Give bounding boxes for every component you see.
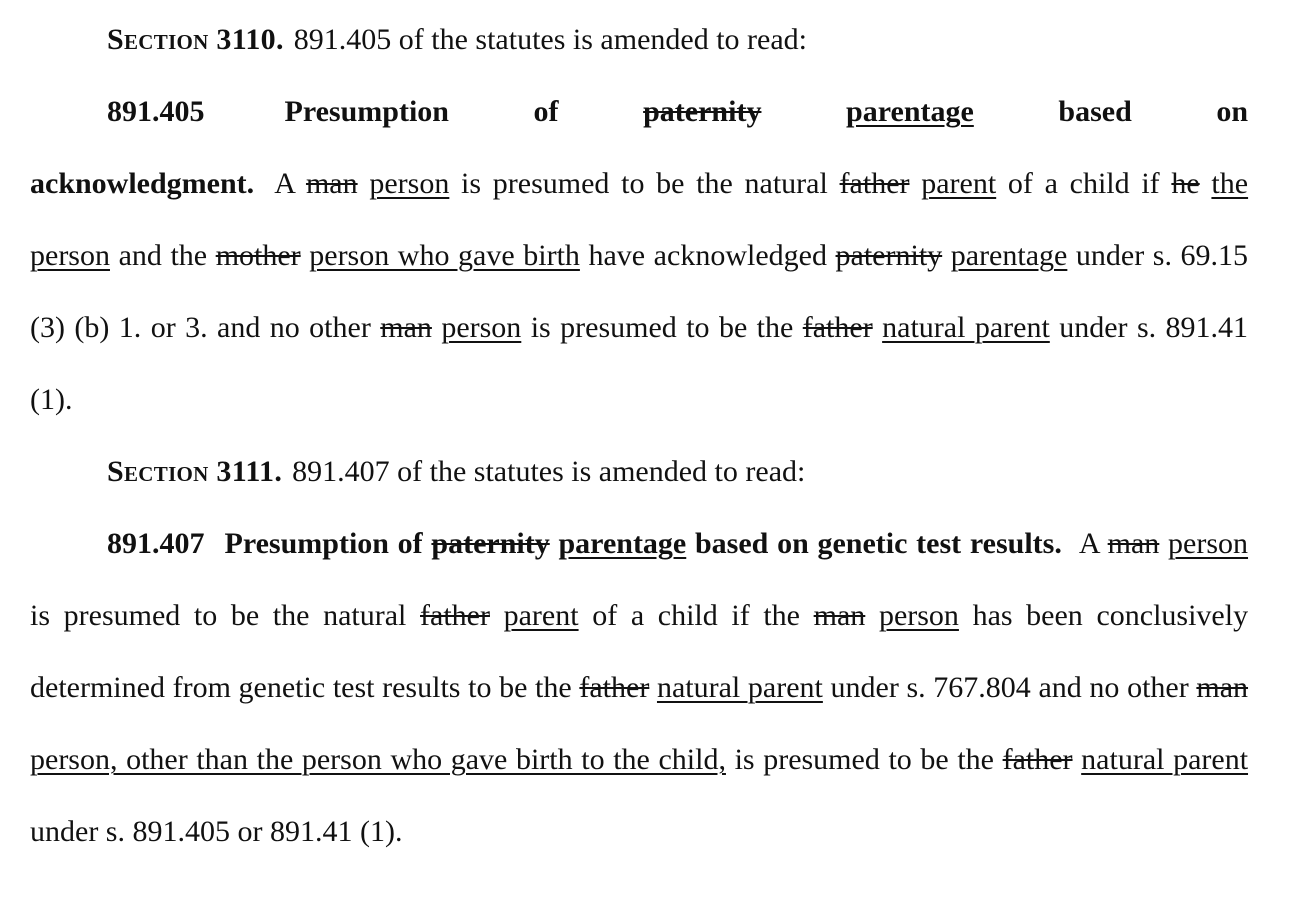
inserted-text: person xyxy=(369,167,450,200)
body-text: of a child if xyxy=(1007,167,1160,200)
section-891-407-text xyxy=(30,508,1248,868)
deleted-text: man xyxy=(1196,671,1249,704)
inserted-text: person who gave birth xyxy=(309,239,580,272)
body-text: under s. 767.804 and no other xyxy=(830,671,1189,704)
deleted-text: paternity xyxy=(643,95,762,128)
title-text: Presumption of xyxy=(224,527,423,560)
statute-number-891-407: 891.407 xyxy=(107,527,205,560)
deleted-text: father xyxy=(839,167,910,200)
deleted-text: paternity xyxy=(835,239,943,272)
title-text: based on acknowledgment. xyxy=(30,95,1249,200)
body-text: is presumed to be the natural xyxy=(461,167,828,200)
section-3111-heading xyxy=(30,436,1248,508)
statute-number-891-405: 891.405 xyxy=(107,95,205,128)
deleted-text: father xyxy=(420,599,490,632)
body-text: under s. 891.41 (1). xyxy=(30,311,1249,416)
inserted-text: person, other than the person who gave birth to the child, xyxy=(30,743,726,776)
deleted-text: father xyxy=(1002,743,1073,776)
inserted-text: parentage xyxy=(558,527,687,560)
inserted-text: parentage xyxy=(846,95,974,128)
section-3110-heading xyxy=(30,4,1248,76)
section-3110-intro: 891.405 of the statutes is amended to read: xyxy=(293,23,807,56)
section-3111-intro: 891.407 of the statutes is amended to read: xyxy=(292,455,806,488)
deleted-text: man xyxy=(813,599,866,632)
deleted-text: man xyxy=(380,311,432,344)
deleted-text: man xyxy=(1107,527,1160,560)
inserted-text: natural parent xyxy=(1081,743,1249,776)
inserted-text: the person xyxy=(30,167,1249,272)
body-text: of a child if the xyxy=(592,599,800,632)
body-text: has been conclusively determined from genetic test results to be the xyxy=(30,599,1249,704)
title-text: Presumption of xyxy=(284,95,559,128)
body-text: under s. 69.15 (3) (b) 1. or 3. and no other xyxy=(30,239,1249,344)
deleted-text: mother xyxy=(215,239,301,272)
deleted-text: man xyxy=(305,167,358,200)
inserted-text: parentage xyxy=(950,239,1068,272)
body-text: A xyxy=(274,167,295,200)
body-text: have acknowledged xyxy=(588,239,827,272)
body-text: and the xyxy=(118,239,208,272)
body-text: is presumed to be the natural xyxy=(30,599,407,632)
section-3110-label: Section 3110. xyxy=(107,23,284,56)
inserted-text: person xyxy=(1168,527,1249,560)
body-text: is presumed to be the xyxy=(530,311,794,344)
inserted-text: person xyxy=(441,311,522,344)
section-3111-label: Section 3111. xyxy=(107,455,283,488)
body-text: is presumed to be the xyxy=(734,743,994,776)
inserted-text: natural parent xyxy=(656,671,823,704)
deleted-text: he xyxy=(1171,167,1200,200)
inserted-text: person xyxy=(878,599,959,632)
deleted-text: father xyxy=(802,311,873,344)
inserted-text: parent xyxy=(921,167,997,200)
inserted-text: natural parent xyxy=(882,311,1050,344)
body-text: A xyxy=(1078,527,1099,560)
section-891-405-text xyxy=(30,76,1248,436)
deleted-text: paternity xyxy=(431,527,550,560)
title-text: based on genetic test results. xyxy=(694,527,1062,560)
statute-document xyxy=(30,4,1248,868)
body-text: under s. 891.405 or 891.41 (1). xyxy=(30,815,403,848)
inserted-text: parent xyxy=(503,599,579,632)
deleted-text: father xyxy=(579,671,650,704)
statute-title-891-407 xyxy=(225,527,1062,560)
